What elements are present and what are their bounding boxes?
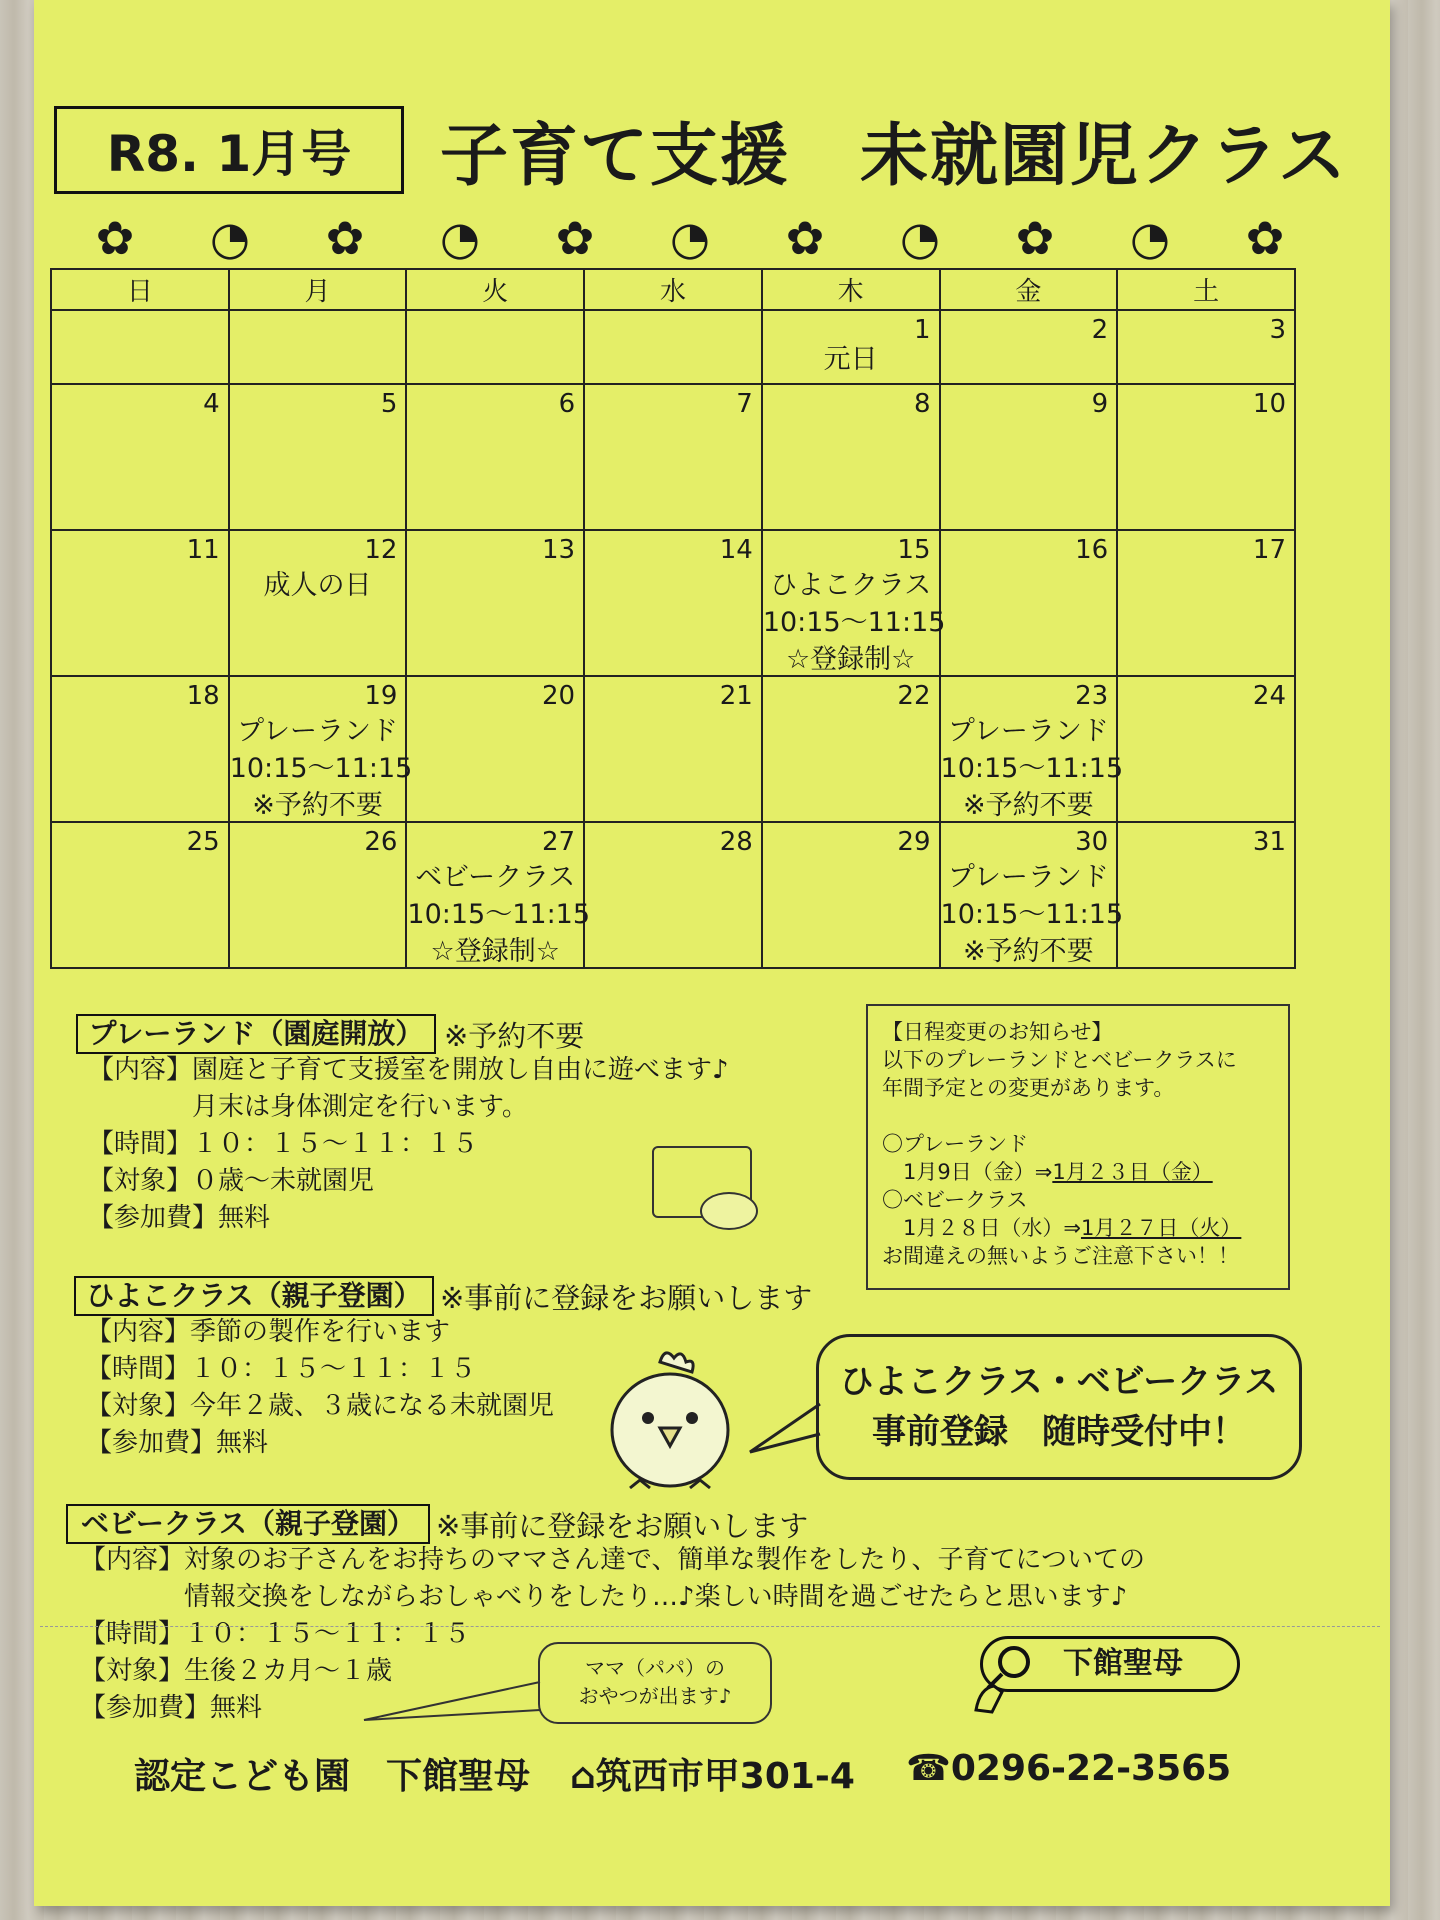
home-icon: ⌂ <box>570 1756 596 1797</box>
baby-note: ※事前に登録をお願いします <box>436 1509 809 1543</box>
hiyoko-line: 【対象】今年２歳、３歳になる未就園児 <box>86 1391 555 1421</box>
event-line: プレーランド <box>947 862 1109 893</box>
day-events <box>230 567 406 604</box>
calendar-day-cell <box>584 676 762 822</box>
event-line: 成人の日 <box>263 570 372 601</box>
notice-item-name: 〇プレーランド <box>882 1132 1029 1156</box>
event-line: 10:15～11:15 <box>940 899 1124 930</box>
calendar-day-cell <box>406 822 591 968</box>
fold-line <box>40 1626 1380 1627</box>
baby-line: 【内容】対象のお子さんをお持ちのママさん達で、簡単な製作をしたり、子育てについての <box>80 1545 1145 1575</box>
phone-icon: ☎ <box>906 1748 951 1789</box>
day-number: 11 <box>186 535 220 565</box>
day-number: 26 <box>364 827 398 857</box>
calendar-day-cell <box>940 822 1124 968</box>
calendar-day-cell <box>940 384 1118 530</box>
weekday-sat: 土 <box>1117 269 1295 310</box>
playland-label: プレーランド（園庭開放） <box>76 1014 436 1054</box>
day-number: 8 <box>913 389 931 419</box>
calendar-day-cell <box>229 676 413 822</box>
day-events <box>762 567 946 678</box>
footer-phone: 0296-22-3565 <box>950 1748 1232 1789</box>
day-number: 18 <box>186 681 220 711</box>
playland-line: 月末は身体測定を行います。 <box>88 1092 528 1122</box>
chick-icon: ◔ <box>1129 211 1171 265</box>
hiyoko-line: 【内容】季節の製作を行います <box>86 1317 451 1347</box>
issue-label: R8. 1月号 <box>54 106 404 194</box>
baby-line: 【対象】生後２カ月～１歳 <box>80 1656 393 1686</box>
calendar-day-cell <box>940 310 1118 384</box>
calendar-day-cell <box>940 676 1124 822</box>
page-title: 子育て支援 未就園児クラス <box>440 117 1348 196</box>
calendar-day-cell <box>1117 822 1295 968</box>
playland-line: 【時間】１０：１５～１１：１５ <box>88 1129 479 1159</box>
chick-mascot-icon <box>600 1340 740 1490</box>
notice-title: 【日程変更のお知らせ】 <box>882 1020 1113 1044</box>
playland-line: 【参加費】無料 <box>88 1203 271 1233</box>
hiyoko-line: 【参加費】無料 <box>86 1428 269 1458</box>
calendar-week-row <box>51 384 1295 530</box>
footer-phone-block <box>906 1748 1231 1789</box>
calendar-day-cell <box>51 822 229 968</box>
day-number: 31 <box>1252 827 1286 857</box>
bubble-tail-icon <box>746 1400 826 1460</box>
day-number: 13 <box>542 535 576 565</box>
weekday-mon: 月 <box>229 269 407 310</box>
hiyoko-note: ※事前に登録をお願いします <box>440 1281 813 1315</box>
decoration-row <box>70 198 1310 268</box>
notice-item-to: 1月２７日（火） <box>1080 1216 1242 1240</box>
day-number: 20 <box>542 681 576 711</box>
calendar-day-cell <box>762 822 940 968</box>
day-events <box>407 859 591 970</box>
notice-item-from: 1月9日（金）⇒ <box>882 1160 1053 1184</box>
event-line: ☆登録制☆ <box>430 936 560 967</box>
day-number: 22 <box>897 681 931 711</box>
calendar-day-cell <box>51 676 229 822</box>
flower-icon: ✿ <box>95 211 135 265</box>
day-events <box>763 341 939 378</box>
footer-address-block <box>570 1748 855 1799</box>
bubble-line: 事前登録 随時受付中！ <box>872 1412 1246 1452</box>
notice-intro: 年間予定との変更があります。 <box>882 1076 1175 1100</box>
calendar-day-cell <box>1117 310 1295 384</box>
chick-icon: ◔ <box>669 211 711 265</box>
day-number: 27 <box>542 827 576 857</box>
day-number: 4 <box>203 389 220 419</box>
playland-note: ※予約不要 <box>444 1019 585 1053</box>
event-line: ※予約不要 <box>963 790 1094 821</box>
calendar-day-cell <box>229 310 407 384</box>
hiyoko-label: ひよこクラス（親子登園） <box>74 1276 434 1316</box>
bubble-line: ひよこクラス・ベビークラス <box>839 1362 1279 1402</box>
day-number: 3 <box>1269 315 1286 345</box>
day-number: 7 <box>736 389 753 419</box>
weekday-tue: 火 <box>406 269 584 310</box>
chick-icon: ◔ <box>439 211 481 265</box>
calendar-day-cell <box>940 530 1118 676</box>
flower-icon: ✿ <box>325 211 365 265</box>
playland-line: 【内容】園庭と子育て支援室を開放し自由に遊べます♪ <box>88 1055 729 1085</box>
calendar-day-cell <box>1117 384 1295 530</box>
event-line: プレーランド <box>947 716 1109 747</box>
calendar-day-cell <box>762 530 946 676</box>
calendar-day-cell <box>406 530 584 676</box>
baby-line: 【参加費】無料 <box>80 1693 263 1723</box>
day-events <box>940 713 1124 824</box>
calendar-day-cell <box>1117 530 1295 676</box>
calendar-day-cell <box>229 530 407 676</box>
event-line: 10:15～11:15 <box>229 753 413 784</box>
chick-illustration-icon <box>700 1192 758 1230</box>
weekday-header-row <box>51 269 1295 310</box>
event-line: ベビークラス <box>415 862 576 893</box>
day-number: 24 <box>1252 681 1286 711</box>
footer-address: 筑西市甲301-4 <box>595 1756 855 1797</box>
day-number: 12 <box>364 535 398 565</box>
weekday-thu: 木 <box>762 269 940 310</box>
calendar-day-cell <box>584 822 762 968</box>
baby-label: ベビークラス（親子登園） <box>66 1504 430 1544</box>
calendar-week-row <box>51 310 1295 384</box>
flower-icon: ✿ <box>1015 211 1055 265</box>
calendar-day-cell <box>229 384 407 530</box>
day-number: 16 <box>1075 535 1109 565</box>
calendar-day-cell <box>229 822 407 968</box>
calendar-day-cell <box>762 310 940 384</box>
hiyoko-line: 【時間】１０：１５～１１：１５ <box>86 1354 477 1384</box>
day-number: 6 <box>558 389 576 419</box>
day-number: 5 <box>380 389 398 419</box>
event-line: 10:15～11:15 <box>940 753 1124 784</box>
playland-line: 【対象】０歳～未就園児 <box>88 1166 375 1196</box>
event-line: プレーランド <box>237 716 399 747</box>
day-number: 25 <box>186 827 220 857</box>
snack-bubble <box>538 1642 772 1724</box>
day-number: 21 <box>719 681 753 711</box>
baby-line: 【時間】１０：１５～１１：１５ <box>80 1619 471 1649</box>
calendar-day-cell <box>762 384 940 530</box>
footer-org: 認定こども園 下館聖母 <box>134 1756 531 1797</box>
event-line: ※予約不要 <box>252 790 383 821</box>
calendar-day-cell <box>406 384 584 530</box>
day-events <box>229 713 413 824</box>
day-number: 10 <box>1252 389 1286 419</box>
snack-bubble-tail-icon <box>360 1676 544 1728</box>
search-label: 下館聖母 <box>1063 1646 1183 1681</box>
registration-bubble <box>816 1334 1302 1480</box>
magnifier-hand-icon <box>966 1640 1046 1716</box>
calendar-day-cell <box>762 676 940 822</box>
notice-item-to: 1月２３日（金） <box>1052 1160 1213 1184</box>
day-number: 29 <box>897 827 931 857</box>
event-line: ※予約不要 <box>963 936 1094 967</box>
weekday-wed: 水 <box>584 269 762 310</box>
day-events <box>940 859 1124 970</box>
day-number: 23 <box>1075 681 1109 711</box>
chick-icon: ◔ <box>209 211 251 265</box>
baby-line: 情報交換をしながらおしゃべりをしたり…♪楽しい時間を過ごせたらと思います♪ <box>80 1582 1128 1612</box>
calendar-day-cell <box>584 384 762 530</box>
flower-icon: ✿ <box>1245 211 1285 265</box>
calendar-day-cell <box>406 310 584 384</box>
schedule-change-notice <box>866 1004 1290 1290</box>
playland-details <box>88 1052 729 1237</box>
weekday-sun: 日 <box>51 269 229 310</box>
calendar-week-row <box>51 530 1295 676</box>
notice-item-from: 1月２８日（水）⇒ <box>882 1216 1081 1240</box>
day-number: 9 <box>1091 389 1109 419</box>
event-line: 10:15～11:15 <box>762 607 946 638</box>
chick-icon: ◔ <box>899 211 941 265</box>
day-number: 30 <box>1075 827 1109 857</box>
day-number: 15 <box>897 535 931 565</box>
event-line: 元日 <box>823 344 878 375</box>
day-number: 1 <box>913 315 931 345</box>
notice-closing: お間違えの無いようご注意下さい！！ <box>882 1244 1239 1268</box>
calendar-day-cell <box>51 530 229 676</box>
calendar-day-cell <box>51 384 229 530</box>
event-line: ひよこクラス <box>770 570 932 601</box>
notice-item-name: 〇ベビークラス <box>882 1188 1028 1212</box>
event-line: ☆登録制☆ <box>785 644 916 675</box>
calendar-table <box>50 268 1296 969</box>
day-number: 28 <box>719 827 753 857</box>
calendar-week-row <box>51 822 1295 968</box>
weekday-fri: 金 <box>940 269 1118 310</box>
notice-intro: 以下のプレーランドとベビークラスに <box>882 1048 1237 1072</box>
flower-icon: ✿ <box>555 211 595 265</box>
hiyoko-details <box>86 1314 554 1462</box>
calendar-day-cell <box>406 676 584 822</box>
calendar-week-row <box>51 676 1295 822</box>
snack-line: ママ（パパ）の <box>585 1656 725 1680</box>
flower-icon: ✿ <box>785 211 825 265</box>
calendar-day-cell <box>584 310 762 384</box>
calendar-day-cell <box>584 530 762 676</box>
event-line: 10:15～11:15 <box>407 899 591 930</box>
day-number: 17 <box>1252 535 1286 565</box>
day-number: 19 <box>364 681 398 711</box>
snack-line: おやつが出ます♪ <box>578 1684 732 1708</box>
calendar-day-cell <box>51 310 229 384</box>
day-number: 14 <box>719 535 753 565</box>
day-number: 2 <box>1091 315 1109 345</box>
calendar-day-cell <box>1117 676 1295 822</box>
